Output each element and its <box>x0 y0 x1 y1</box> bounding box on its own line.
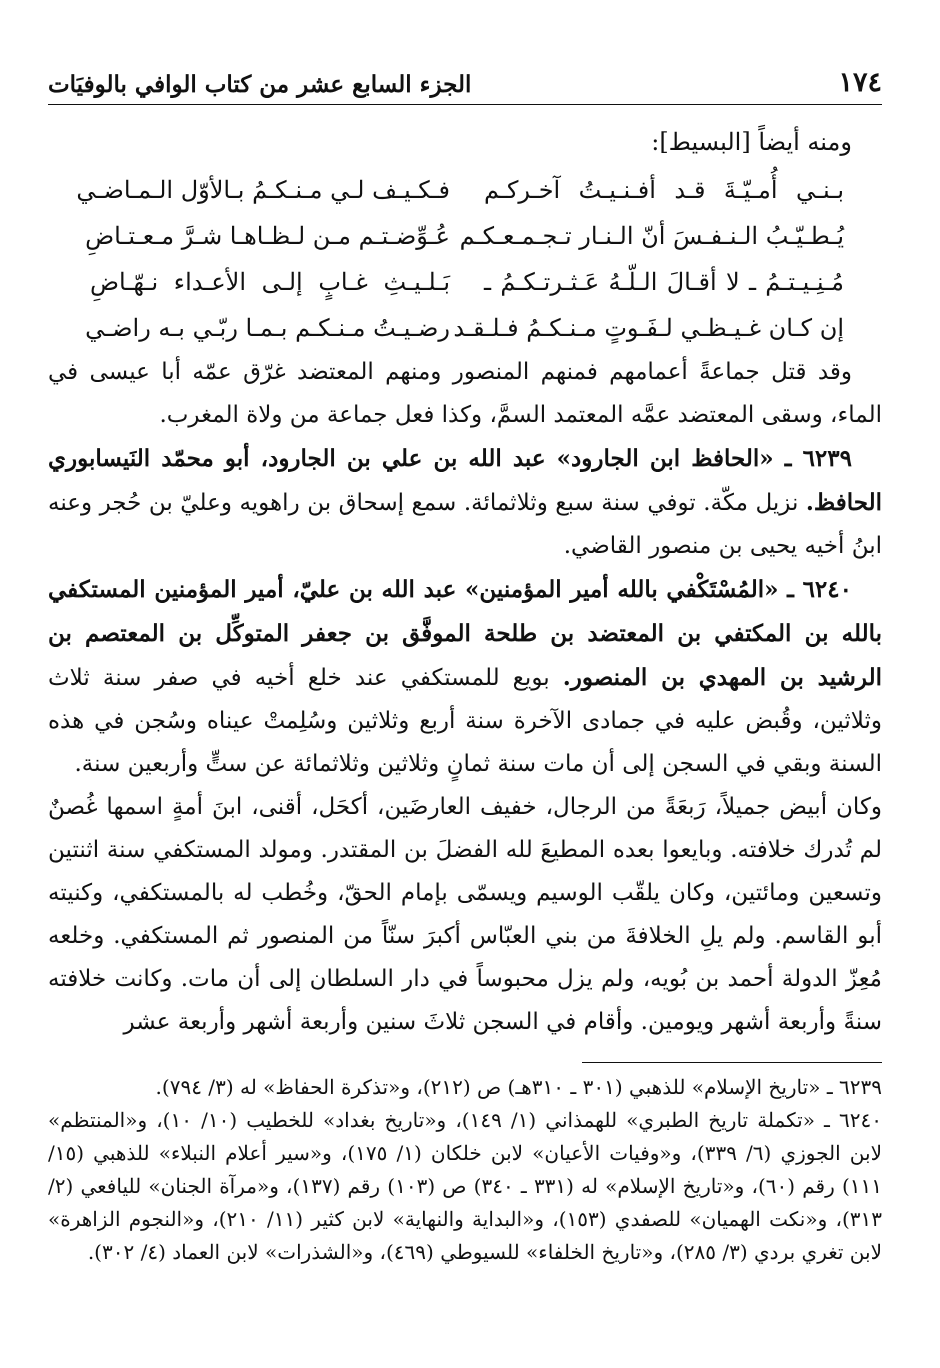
verse-second-hemistich: رضـيـتُ مـنـكـم بـمـا ربّـي بـه راضـي <box>85 314 450 342</box>
poem-intro: ومنه أيضاً [البسيط]: <box>651 128 852 156</box>
footnote-6239: ٦٢٣٩ ـ «تاريخ الإسلام» للذهبي (٣٠١ ـ ٣١٠هـ) ص (٢١٢)، و«تذكرة الحفاظ» له (٣/ ٧٩٤). <box>155 1075 882 1099</box>
page-number: ١٧٤ <box>838 67 882 98</box>
footnote-separator <box>582 1062 882 1071</box>
poem <box>48 167 882 351</box>
verse-second-hemistich: فـكـيـف لـي مـنـكـمُ بـالأوّل الـمـاضـي <box>76 176 450 204</box>
book-page <box>48 58 882 1269</box>
verse-first-hemistich: مُـنِـيـتـمُ ـ لا أقـالَ الـلّـهُ عَـثـرتـكـمُ ـ <box>484 268 844 296</box>
verse <box>48 305 882 351</box>
page-header <box>48 58 882 105</box>
footnote-6240: ٦٢٤٠ ـ «تكملة تاريخ الطبري» للهمذاني (١/ ١٤٩)، و«تاريخ بغداد» للخطيب (١٠/ ١٠)، و«المنتظم» لابن الجوزي (٦/ ٣٣٩)، و«وفيات الأعيان» لابن خلكان (١/ ١٧٥)، و«سير أعلام النبلاء» للذهبي (١٥/ ١١١) رقم (٦٠)، و«تاريخ الإسلام» له (٣٣١ ـ ٣٤٠) ص (١٠٣) رقم (١٣٧)، و«مرآة الجنان» لليافعي (٢/ ٣١٣)، و«نكت الهميان» للصفدي (١٥٣)، و«البداية والنهاية» لابن كثير (١١/ ٢١٠)، و«النجوم الزاهرة» لابن تغري بردي (٣/ ٢٨٥)، و«تاريخ الخلفاء» للسيوطي (٤٦٩)، و«الشذرات» لابن العماد (٤/ ٣٠٢). <box>48 1108 882 1264</box>
verse-first-hemistich: بـنـي أُمـيّـةَ قـد أفـنـيـتُ آخـركـم <box>484 176 844 204</box>
entry-6240 <box>48 568 882 786</box>
entry-6240-heading: ٦٢٤٠ ـ «المُسْتَكْفي بالله أمير المؤمنين» عبد الله بن عليّ، أمير المؤمنين المستكفي بالله بن المكتفي بن المعتضد بن طلحة الموفَّق بن جعفر المتوكِّل بن المعتصم بن الرشيد بن المهدي بن المنصور. <box>48 576 883 691</box>
footnotes <box>48 1071 882 1269</box>
entry-6240-paragraph-2: وكان أبيض جميلاً، رَبعَةً من الرجال، خفيف العارضَين، أكحَل، أقنى، ابنَ أمةٍ اسمها غُصنٌ لم تُدرك خلافته. وبايعوا بعده المطيعَ لله الفضلَ بن المقتدر. ومولد المستكفي سنة اثنتين وتسعين ومائتين، وكان يلقّب الوسيم ويسمّى بإمام الحقّ، وخُطب له بالمستكفي، وكنيته أبو القاسم. ولم يلِ الخلافةَ من بني العبّاس أكبرَ سنّاً من المنصور ثم المستكفي. وخلعه مُعِزّ الدولة أحمد بن بُويه، ولم يزل محبوساً في دار السلطان إلى أن مات. وكانت خلافته سنةً وأربعة أشهر ويومين. وأقام في السجن ثلاثَ سنين وأربعة أشهر وأربعة عشر <box>48 794 882 1035</box>
paragraph-commentary: وقد قتل جماعةً أعمامهم فمنهم المنصور ومنهم المعتضد غرّق عمّه أبا عيسى في الماء، وسقى المعتضد عمَّه المعتمد السمَّ، وكذا فعل جماعة من ولاة المغرب. <box>48 359 882 428</box>
verse-first-hemistich: يُـطـيّـبُ الـنـفـسَ أنّ الـنـار تـجـمـعـكـم <box>459 222 844 250</box>
entry-6239 <box>48 437 882 568</box>
verse-first-hemistich: إن كـان غـيـظـي لـفَـوتٍ مـنـكـمُ فـلـقـد <box>453 314 844 342</box>
verse <box>48 213 882 259</box>
entry-6239-heading: ٦٢٣٩ ـ «الحافظ ابن الجارود» عبد الله بن علي بن الجارود، أبو محمّد النَيسابوري الحافظ. <box>48 445 882 516</box>
running-title: الجزء السابع عشر من كتاب الوافي بالوفيَات <box>48 71 472 98</box>
verse-second-hemistich: عُـوِّضـتـم مـن لـظـاهـا شـرَّ مـعـتـاضِ <box>85 222 450 250</box>
verse <box>48 259 882 305</box>
entry-6240-body: بويع للمستكفي عند خلع أخيه في صفر سنة ثلاث وثلاثين، وقُبض عليه في جمادى الآخرة سنة أربع وثلاثين وسُلِمتْ عيناه وسُجن في هذه السنة وبقي في السجن إلى أن مات سنة ثمانٍ وثلاثين وثلاثمائة عن ستٍّ وأربعين سنة. <box>48 665 882 777</box>
verse-second-hemistich: بَـلـيـثِ غـابٍ إلـى الأعـداء نـهّـاضِ <box>90 268 450 296</box>
entry-6239-body: نزيل مكّة. توفي سنة سبع وثلاثمائة. سمع إسحاق بن راهويه وعليّ بن حُجر وعنه ابنُ أخيه يحيى بن منصور القاضي. <box>48 490 882 559</box>
verse <box>48 167 882 213</box>
